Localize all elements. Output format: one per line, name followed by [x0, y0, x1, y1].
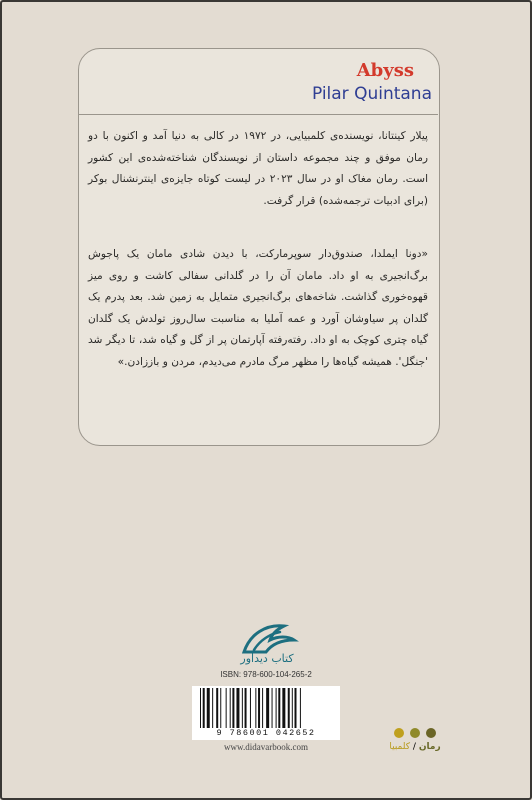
publisher-name: کتاب دیدآور: [240, 652, 294, 665]
book-excerpt: «دونا ایملدا، صندوق‌دار سوپرمارکت، با دیدن شادی مامان یک پاجوش برگ‌انجیری به او داد. مامان آن را در گلدانی سفالی کاشت و روی میز قهوه‌خوری گذاشت. شاخه‌های برگ‌انجیری متمایل به زمین شد. بعد پدرم یک گلدان پر سیاوشان آورد و عمه آملیا به مناسبت سال‌روز تولدش یک گلدان گیاه چتری کوچک به او داد. رفته‌رفته آپارتمان پر از گل و گیاه شد، تا دیگر شد 'جنگل'. همیشه گیاه‌ها را مظهر مرگ مادرم می‌دیدم، مردن و باززادن.»: [88, 248, 428, 368]
barcode-bars: [200, 688, 334, 728]
panel-divider: [78, 114, 438, 115]
website-url: www.didavarbook.com: [224, 742, 308, 752]
series-dot: [426, 728, 436, 738]
series-country: کلمبیا: [389, 742, 411, 752]
isbn-label: ISBN: 978-600-104-265-2: [220, 670, 312, 679]
series-label: [386, 742, 444, 752]
book-title: Abyss: [356, 60, 414, 81]
author-name: Pilar Quintana: [311, 84, 432, 104]
barcode: [192, 686, 340, 740]
series-dot: [410, 728, 420, 738]
series-separator: /: [412, 742, 416, 752]
author-bio: پیلار کینتانا، نویسنده‌ی کلمبیایی، در ۱۹۷۲ در کالی به دنیا آمد و اکنون با دو رمان موفق و چند مجموعه داستان از نویسندگان شناخته‌شده‌ی این کشور است. رمان مغاک او در سال ۲۰۲۳ در لیست کوتاه جایزه‌ی اینترنشنال بوکر (برای ادبیات ترجمه‌شده) قرار گرفت.: [88, 130, 429, 207]
series-dot: [394, 728, 404, 738]
series-genre: رمان: [418, 742, 441, 752]
barcode-number: 9 786001 042652: [216, 728, 316, 738]
